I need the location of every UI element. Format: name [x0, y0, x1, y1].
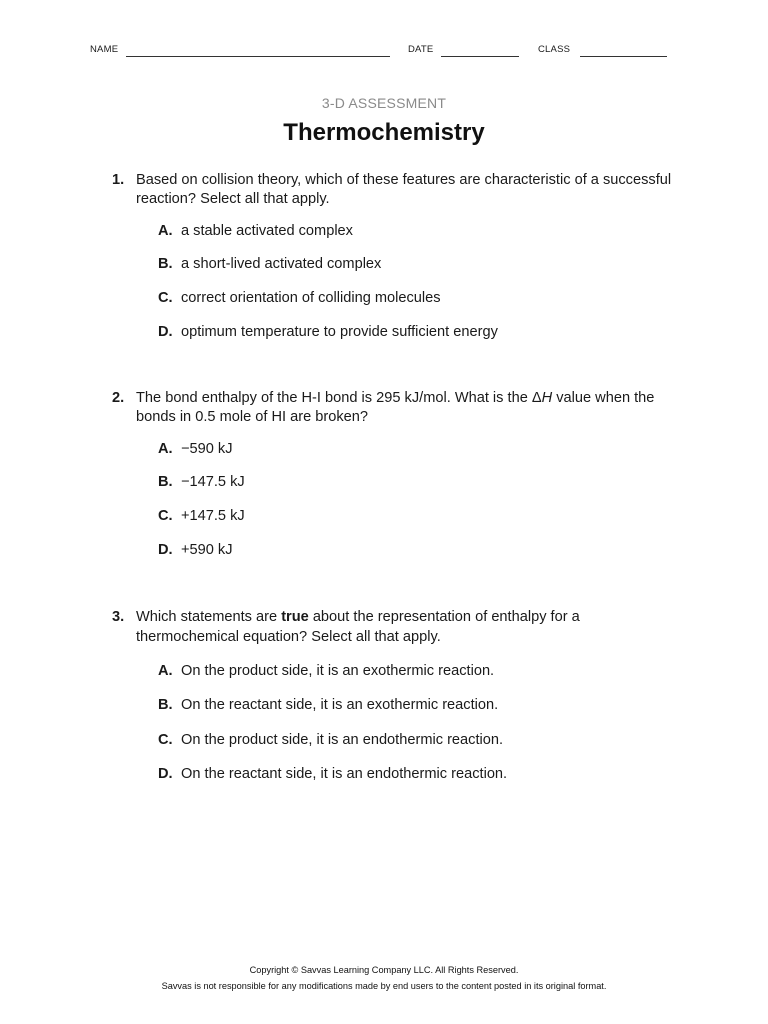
answer-choice	[158, 696, 498, 715]
choice-letter: D.	[158, 324, 173, 340]
answer-choice	[158, 440, 233, 459]
choice-letter: C.	[158, 508, 173, 524]
choice-letter: D.	[158, 542, 173, 558]
choice-text: On the product side, it is an exothermic reaction.	[181, 663, 495, 679]
question-text-part: Which statements are	[136, 609, 282, 625]
answer-choice	[158, 289, 441, 308]
assessment-subtitle: 3-D ASSESSMENT	[321, 95, 447, 111]
choice-text: a stable activated complex	[181, 223, 353, 239]
choice-letter: D.	[158, 766, 173, 782]
choice-letter: B.	[158, 474, 173, 490]
answer-choice	[158, 473, 245, 492]
choice-letter: A.	[158, 223, 173, 239]
answer-choice	[158, 662, 494, 681]
choice-letter: B.	[158, 256, 173, 272]
emphasis-word: true	[281, 609, 309, 625]
choice-letter: A.	[158, 663, 173, 679]
question-number: 3.	[112, 609, 125, 625]
choice-letter: C.	[158, 290, 173, 306]
choice-text: +590 kJ	[181, 542, 233, 558]
date-label: DATE	[408, 44, 434, 55]
answer-choice	[158, 323, 498, 342]
copyright-notice: Copyright © Savvas Learning Company LLC. All Rights Reserved.	[249, 965, 519, 975]
question-text	[136, 389, 682, 427]
question-text	[136, 171, 682, 209]
choice-text: On the product side, it is an endothermic reaction.	[181, 732, 504, 748]
question-number: 2.	[112, 390, 125, 406]
question-text-part: Based on collision theory, which of these features are characteristic of a successful reaction? Select all that apply.	[136, 172, 672, 207]
question-3	[112, 607, 682, 647]
choice-text: +147.5 kJ	[181, 508, 245, 524]
choice-text: On the reactant side, it is an endothermic reaction.	[181, 766, 508, 782]
choice-letter: A.	[158, 441, 173, 457]
answer-choice	[158, 222, 353, 241]
answer-choice	[158, 255, 381, 274]
question-text	[136, 607, 606, 647]
choice-text: −590 kJ	[181, 441, 233, 457]
question-2	[112, 389, 682, 427]
choice-text: a short-lived activated complex	[181, 256, 382, 272]
answer-choice	[158, 731, 503, 750]
name-label: NAME	[90, 44, 119, 55]
choice-text: correct orientation of colliding molecules	[181, 290, 441, 306]
name-line	[126, 56, 390, 57]
choice-letter: B.	[158, 697, 173, 713]
question-1	[112, 171, 682, 209]
page-title: Thermochemistry	[283, 119, 485, 146]
question-text-part: The bond enthalpy of the H-I bond is 295 kJ/mol. What is the Δ	[136, 390, 542, 406]
choice-text: optimum temperature to provide sufficient energy	[181, 324, 498, 340]
choice-text: −147.5 kJ	[181, 474, 245, 490]
date-line	[441, 56, 519, 57]
choice-text: On the reactant side, it is an exothermic reaction.	[181, 697, 499, 713]
question-number: 1.	[112, 172, 125, 188]
disclaimer-notice: Savvas is not responsible for any modifications made by end users to the content posted in its original format.	[161, 981, 607, 991]
student-info-header	[90, 44, 670, 60]
answer-choice	[158, 765, 507, 784]
answer-choice	[158, 507, 245, 526]
class-label: CLASS	[538, 44, 571, 55]
choice-letter: C.	[158, 732, 173, 748]
question-text-part: about the representation of enthalpy for a thermochemical equation? Select all that apply.	[136, 609, 580, 645]
question-text-part: value when the bonds in 0.5 mole of HI are broken?	[136, 390, 655, 425]
enthalpy-symbol: H	[541, 390, 553, 406]
answer-choice	[158, 541, 233, 560]
class-line	[580, 56, 667, 57]
